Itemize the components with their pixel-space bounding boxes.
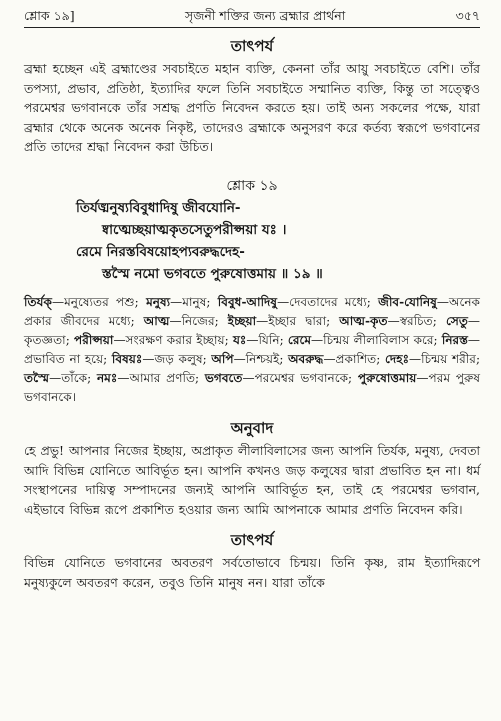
verse-line: স্তস্মৈ নমো ভগবতে পুরুষোত্তমায় ॥ ১৯ ॥ — [102, 265, 323, 282]
synonym-meaning: —মনুষ্যেতর পশু; — [51, 294, 147, 309]
header-chapter-title: সৃজনী শক্তির জন্য ব্রহ্মার প্রার্থনা — [184, 8, 346, 23]
synonym-meaning: —চিন্ময় শরীর; — [409, 351, 481, 366]
synonym-term: ভগবতে — [204, 370, 243, 385]
synonym-term: অপি — [211, 351, 234, 366]
synonym-term: বিষয়ঃ — [111, 351, 143, 366]
synonym-term: নমঃ — [96, 370, 118, 385]
synonym-term: তস্মৈ — [24, 370, 50, 385]
synonym-term: সেতু — [445, 313, 468, 328]
translation-heading: অনুবাদ — [230, 418, 274, 437]
synonym-meaning: —সংরক্ষণ করার ইচ্ছায়; — [113, 332, 233, 347]
synonym-term: জীব-যোনিষু — [378, 294, 437, 309]
synonym-meaning: —জড় কলুষ; — [142, 351, 212, 366]
synonym-meaning: —স্বরচিত; — [387, 313, 446, 328]
synonyms-paragraph — [24, 293, 480, 407]
header-verse-ref: শ্লোক ১৯] — [24, 8, 75, 23]
purport-paragraph: ব্রহ্মা হচ্ছেন এই ব্রহ্মাণ্ডের সবচাইতে মহান ব্যক্তি, কেননা তাঁর আয়ু সবচাইতে বেশি। তাঁর তপস্যা, প্রভাব, প্রতিষ্ঠা, ইত্যাদির ফলে তিনি সবচাইতে সম্মানিত ব্যক্তি, কিন্তু তা সত্ত্বেও পরমেশ্বর ভগবানকে তাঁর সশ্রদ্ধ প্রণতি নিবেদন করতে হয়। তাই অন্য সকলের পক্ষে, যারা ব্রহ্মার থেকে অনেক অনেক নিকৃষ্ট, তাদেরও ব্রহ্মাকে অনুসরণ করে কর্তব্য স্বরূপে ভগবানের প্রতি তাদের শ্রদ্ধা নিবেদন করা উচিত। — [24, 61, 480, 155]
verse-line: তির্যঙ্মনুষ্যবিবুধাদিষু জীবযোনি- — [76, 199, 241, 216]
synonym-term: আত্ম — [143, 313, 170, 328]
synonym-term: যঃ — [232, 332, 247, 347]
synonym-term: নিরস্ত — [441, 332, 468, 347]
verse-line: রেমে নিরস্তবিষয়োহপ্যবরুদ্ধদেহ- — [76, 243, 245, 260]
synonym-term: পুরুষোত্তমায় — [357, 370, 417, 385]
synonym-term: আত্ম-কৃত — [339, 313, 388, 328]
translation-paragraph: হে প্রভু! আপনার নিজের ইচ্ছায়, অপ্রাকৃত লীলাবিলাসের জন্য আপনি তির্যক, মনুষ্য, দেবতা আদি বিভিন্ন যোনিতে আবির্ভূত হন। আপনি কখনও জড় কলুষের দ্বারা প্রভাবিত হন না। ধর্ম সংস্থাপনের দায়িত্ব সম্পাদনের জন্যই আপনি আবির্ভূত হন, তাই হে পরমেশ্বর ভগবান, এইভাবে বিভিন্ন রূপে প্রকাশিত হওয়ার জন্য আমি আপনাকে আমার প্রণতি নিবেদন করি। — [24, 442, 480, 517]
synonym-term: বিবুধ-আদিষু — [217, 294, 278, 309]
page-number: ৩৫৭ — [455, 8, 480, 23]
synonym-term: দেহঃ — [384, 351, 410, 366]
running-header — [24, 8, 480, 28]
synonym-term: তির্যক্ — [24, 294, 52, 309]
synonym-meaning: —কৃতজ্ঞতা; — [24, 313, 481, 347]
synonym-term: পরীপ্সয়া — [74, 332, 114, 347]
purport-heading: তাৎপর্য — [230, 37, 274, 55]
verse-line: ষ্বাত্মেচ্ছয়াত্মকৃতসেতুপরীপ্সয়া যঃ । — [102, 221, 287, 238]
synonym-term: রেমে — [287, 332, 312, 347]
synonym-term: অবরুদ্ধ — [288, 351, 324, 366]
synonym-meaning: —নিশ্চয়ই; — [233, 351, 289, 366]
synonym-meaning: —চিন্ময় লীলাবিলাস করে; — [311, 332, 442, 347]
synonym-meaning: —প্রভাবিত না হয়ে; — [24, 332, 480, 366]
synonym-term: ইচ্ছয়া — [227, 313, 257, 328]
synonym-meaning: —অনেক প্রকার জীবদের মধ্যে; — [24, 294, 480, 328]
synonym-meaning: —তাঁকে; — [49, 370, 97, 385]
synonym-meaning: —প্রকাশিত; — [323, 351, 385, 366]
purport-paragraph-2: বিভিন্ন যোনিতে ভগবানের অবতরণ সর্বতোভাবে চিন্ময়। তিনি কৃষ্ণ, রাম ইত্যাদিরূপে মনুষ্যকুলে অবতরণ করেন, তবুও তিনি মানুষ নন। যারা তাঁকে — [24, 555, 480, 590]
synonym-meaning: —পরমেশ্বর ভগবানকে; — [242, 370, 358, 385]
purport-heading-2: তাৎপর্য — [230, 531, 274, 550]
synonym-meaning: —পরম পুরুষ ভগবানকে। — [24, 370, 480, 404]
verse-label: শ্লোক ১৯ — [226, 177, 278, 194]
synonym-meaning: —ইচ্ছার দ্বারা; — [256, 313, 340, 328]
synonym-term: মনুষ্য — [146, 294, 171, 309]
synonym-meaning: —মানুষ; — [170, 294, 218, 309]
verse-block — [24, 197, 480, 285]
synonym-meaning: —আমার প্রণতি; — [117, 370, 205, 385]
synonym-meaning: —যিনি; — [246, 332, 288, 347]
synonym-meaning: —নিজের; — [169, 313, 228, 328]
synonym-meaning: —দেবতাদের মধ্যে; — [277, 294, 379, 309]
